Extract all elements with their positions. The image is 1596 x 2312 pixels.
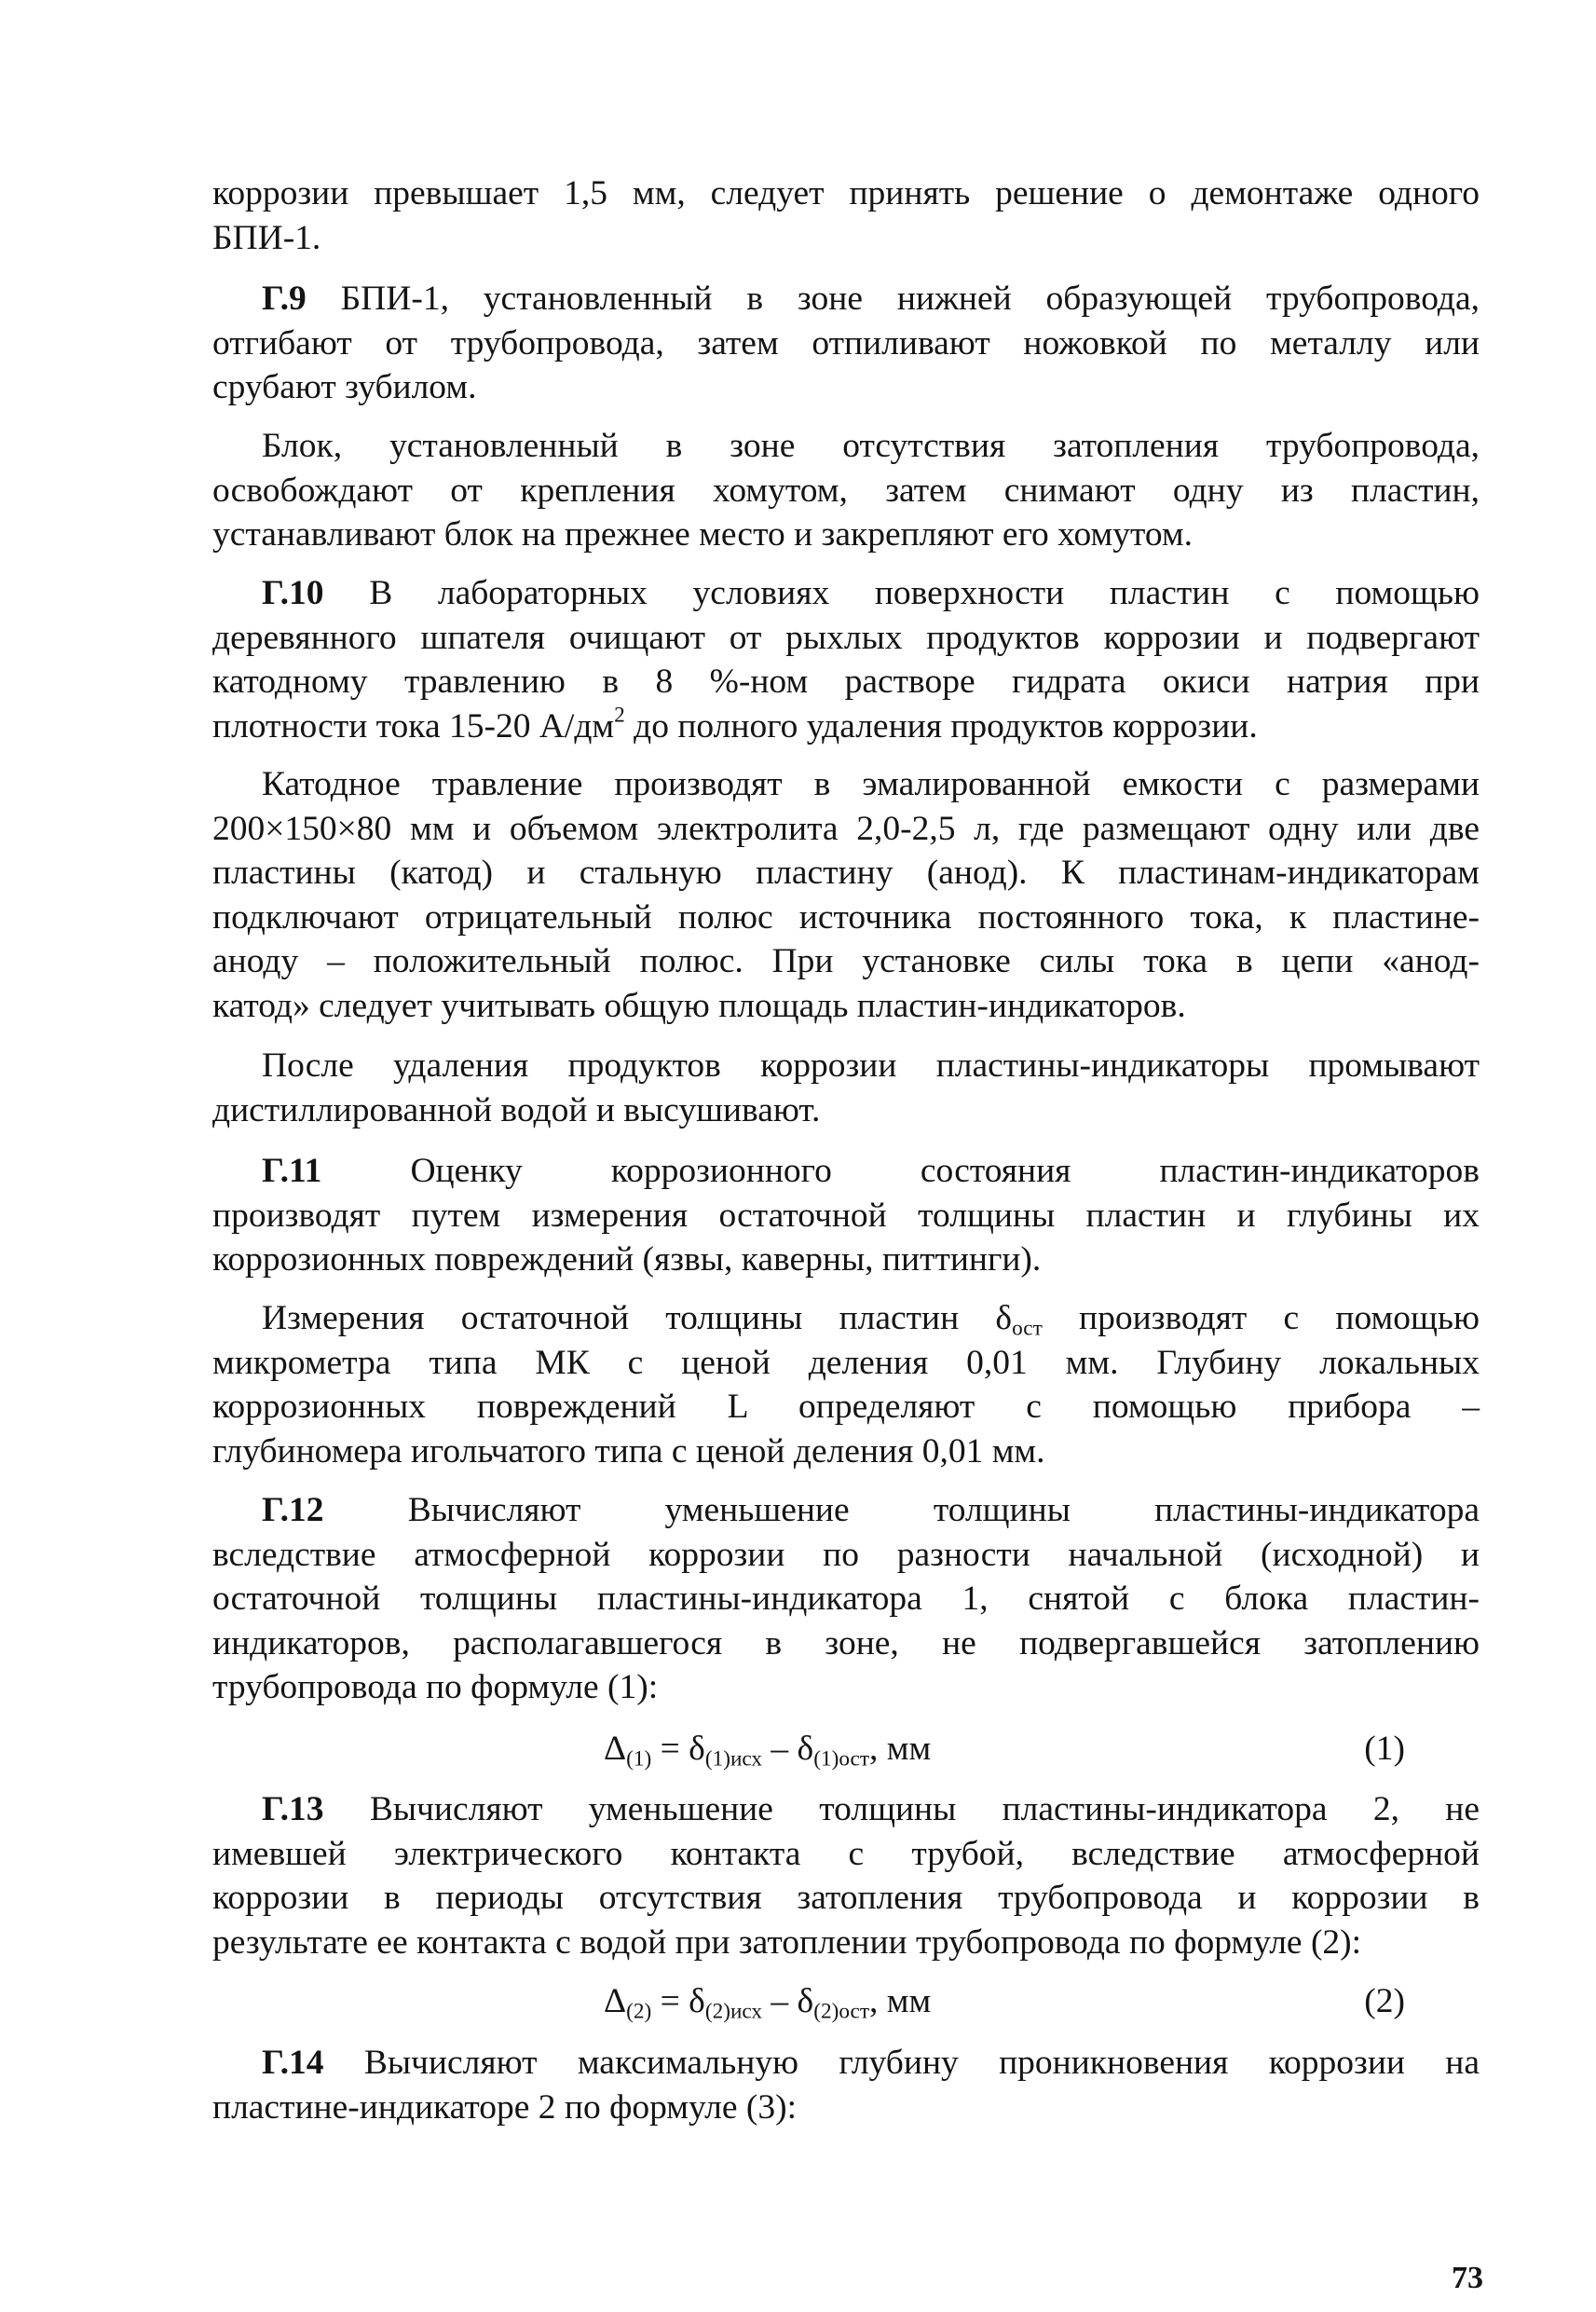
section-number: Г.11 bbox=[262, 1152, 322, 1190]
text-span: Вычисляют максимальную глубину проникновения коррозии на bbox=[323, 2044, 1480, 2082]
subscript: (2)ост bbox=[813, 1999, 869, 2024]
text-line: Блок, установленный в зоне отсутствия затопления трубопровода, bbox=[262, 427, 1480, 465]
paragraph-measurements bbox=[212, 1296, 1480, 1473]
text-span: Вычисляют уменьшение толщины пластины-индикатора bbox=[323, 1491, 1480, 1529]
text-line bbox=[212, 705, 1480, 749]
text-span: В лабораторных условиях поверхности пластин с помощью bbox=[323, 574, 1480, 612]
text-line bbox=[212, 1488, 1480, 1533]
formula-number: (1) bbox=[1364, 1730, 1405, 1768]
paragraph-continuation bbox=[212, 171, 1480, 260]
text-line bbox=[212, 1149, 1480, 1194]
formula-symbol: = δ bbox=[651, 1730, 705, 1768]
formula-unit: , мм bbox=[869, 1982, 932, 2020]
text-line: результате ее контакта с водой при затоплении трубопровода по формуле (2): bbox=[212, 1922, 1362, 1962]
text-line: аноду – положительный полюс. При установке силы тока в цепи «анод- bbox=[212, 942, 1480, 980]
text-span: БПИ-1, установленный в зоне нижней образующей трубопровода, bbox=[306, 280, 1480, 318]
subscript: ост bbox=[1012, 1316, 1043, 1341]
paragraph-after-removal bbox=[212, 1044, 1480, 1132]
text-line: деревянного шпателя очищают от рыхлых продуктов коррозии и подвергают bbox=[212, 618, 1480, 657]
text-line: глубиномера игольчатого типа с ценой деления 0,01 мм. bbox=[212, 1431, 1045, 1471]
text-line: отгибают от трубопровода, затем отпиливают ножовкой по металлу или bbox=[212, 323, 1480, 363]
section-g9 bbox=[212, 277, 1480, 410]
text-line: коррозии в периоды отсутствия затопления трубопровода и коррозии в bbox=[212, 1879, 1480, 1917]
text-line: трубопровода по формуле (1): bbox=[212, 1668, 659, 1706]
section-g14 bbox=[212, 2041, 1480, 2129]
text-line bbox=[212, 1296, 1480, 1341]
text-line: остаточной толщины пластины-индикатора 1, снятой с блока пластин- bbox=[212, 1580, 1480, 1618]
section-number: Г.12 bbox=[262, 1491, 324, 1529]
text-line: дистиллированной водой и высушивают. bbox=[212, 1090, 821, 1129]
text-line: вследствие атмосферной коррозии по разности начальной (исходной) и bbox=[212, 1535, 1480, 1574]
text-line bbox=[212, 277, 1480, 321]
text-line: БПИ-1. bbox=[212, 218, 321, 257]
formula-symbol: – δ bbox=[762, 1730, 814, 1768]
text-line: освобождают от крепления хомутом, затем снимают одну из пластин, bbox=[212, 471, 1480, 510]
paragraph-block bbox=[212, 424, 1480, 557]
text-line: коррозионных повреждений L определяют с помощью прибора – bbox=[212, 1388, 1480, 1426]
text-line: коррозионных повреждений (язвы, каверны, питтинги). bbox=[212, 1240, 1042, 1279]
text-line: подключают отрицательный полюс источника постоянного тока, к пластине- bbox=[212, 897, 1480, 937]
page-number: 73 bbox=[1452, 2261, 1483, 2295]
text-line: имевшей электрического контакта с трубой, вследствие атмосферной bbox=[212, 1834, 1480, 1873]
section-number: Г.10 bbox=[262, 574, 324, 612]
text-line bbox=[212, 1787, 1480, 1832]
text-line bbox=[212, 571, 1480, 616]
text-line: коррозии превышает 1,5 мм, следует принять решение о демонтаже одного bbox=[212, 174, 1480, 212]
section-number: Г.9 bbox=[262, 280, 307, 318]
subscript: (1)ост bbox=[813, 1746, 869, 1772]
formula-unit: , мм bbox=[869, 1730, 932, 1768]
text-line: катод» следует учитывать общую площадь пластин-индикаторов. bbox=[212, 986, 1186, 1025]
text-line: 200×150×80 мм и объемом электролита 2,0-2,5 л, где размещают одну или две bbox=[212, 809, 1480, 848]
text-line: катодному травлению в 8 %-ном растворе гидрата окиси натрия при bbox=[212, 663, 1480, 701]
superscript: 2 bbox=[614, 703, 625, 728]
section-g11 bbox=[212, 1149, 1480, 1282]
subscript: (2) bbox=[626, 1999, 652, 2024]
text-line: производят путем измерения остаточной толщины пластин и глубины их bbox=[212, 1196, 1480, 1235]
formula-symbol: – δ bbox=[762, 1982, 814, 2020]
text-line: устанавливают блок на прежнее место и закрепляют его хомутом. bbox=[212, 515, 1194, 554]
formula-symbol: Δ bbox=[604, 1730, 627, 1768]
subscript: (1) bbox=[626, 1746, 652, 1772]
section-number: Г.14 bbox=[262, 2044, 324, 2082]
text-line: Катодное травление производят в эмалированной емкости с размерами bbox=[262, 765, 1480, 803]
text-span: производят с помощью bbox=[1042, 1299, 1480, 1337]
text-line: После удаления продуктов коррозии пластины-индикаторы промывают bbox=[262, 1047, 1480, 1085]
formula-expression bbox=[604, 1979, 931, 2024]
subscript: (1)исх bbox=[704, 1746, 763, 1772]
text-span: до полного удаления продуктов коррозии. bbox=[624, 706, 1258, 746]
section-g10 bbox=[212, 571, 1480, 748]
text-span: плотности тока 15-20 А/дм bbox=[212, 706, 615, 746]
text-line: микрометра типа МК с ценой деления 0,01 мм. Глубину локальных bbox=[212, 1343, 1480, 1382]
text-span: Вычисляют уменьшение толщины пластины-индикатора 2, не bbox=[323, 1790, 1480, 1828]
text-line: пластины (катод) и стальную пластину (анод). К пластинам-индикаторам bbox=[212, 854, 1480, 892]
section-g12 bbox=[212, 1488, 1480, 1710]
text-line: индикаторов, располагавшегося в зоне, не подвергавшейся затоплению bbox=[212, 1623, 1480, 1662]
section-g13 bbox=[212, 1787, 1480, 1964]
text-span: Измерения остаточной толщины пластин δ bbox=[262, 1299, 1013, 1337]
formula-expression bbox=[604, 1727, 931, 1772]
section-number: Г.13 bbox=[262, 1790, 324, 1828]
paragraph-cathode-etching bbox=[212, 762, 1480, 1028]
subscript: (2)исх bbox=[704, 1999, 763, 2024]
formula-number: (2) bbox=[1364, 1982, 1405, 2020]
formula-symbol: Δ bbox=[604, 1982, 627, 2020]
text-line: срубают зубилом. bbox=[212, 368, 477, 406]
text-line: пластине-индикаторе 2 по формуле (3): bbox=[212, 2087, 798, 2127]
text-span: Оценку коррозионного состояния пластин-индикаторов bbox=[321, 1152, 1480, 1190]
formula-symbol: = δ bbox=[651, 1982, 705, 2020]
text-line bbox=[212, 2041, 1480, 2086]
